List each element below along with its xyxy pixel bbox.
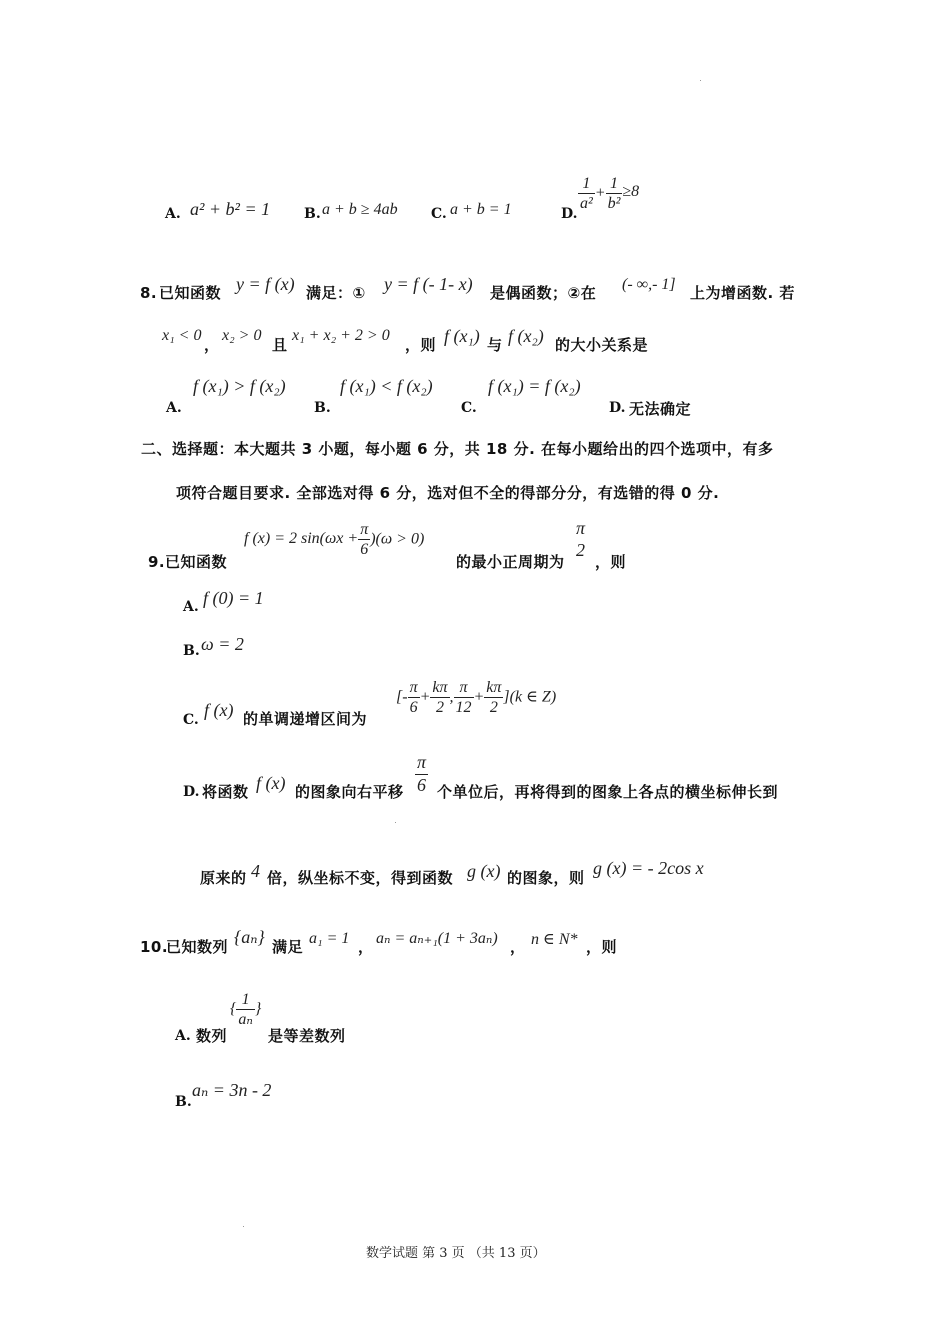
q8-text-8: 与 bbox=[487, 336, 503, 354]
q9-option-d-math-3: g (x) bbox=[467, 861, 501, 881]
fraction: π 2 bbox=[576, 518, 586, 560]
q10-text-4: ， bbox=[510, 938, 526, 956]
q8-option-c-label: C. bbox=[461, 400, 477, 416]
fraction: $\frac{\pi}{6}$ bbox=[417, 752, 427, 795]
q9-option-d-text-5: 倍，纵坐标不变，得到函数 bbox=[267, 869, 454, 887]
q9-option-d-text-2: 的图象向右平移 bbox=[295, 783, 404, 801]
q9-option-c-math: f (x) bbox=[204, 700, 234, 720]
print-speck bbox=[243, 1226, 244, 1227]
section-2-line-2: 项符合题目要求. 全部选对得 6 分，选对但不全的得部分分，有选错的得 0 分. bbox=[176, 484, 720, 502]
print-speck bbox=[395, 822, 396, 823]
q7-option-b-label: B. bbox=[304, 206, 321, 222]
q9-text-1: 已知函数 bbox=[165, 553, 228, 571]
q9-math-function: f (x) = 2 sin(ωx + $\frac{\pi}{6}$ )(ω > 0) bbox=[244, 521, 425, 559]
q9-text-2: 的最小正周期为 bbox=[456, 553, 565, 571]
q10-option-a-text-1: 数列 bbox=[196, 1027, 228, 1045]
q9-number: 9. bbox=[148, 553, 166, 571]
q8-math-4: x₁ < 0 bbox=[162, 327, 202, 344]
q8-text-7: ，则 bbox=[405, 336, 437, 354]
q10-option-a-math: { $\frac{1}{\text{aₙ}}$ } bbox=[230, 991, 262, 1029]
fraction: $\frac{\pi}{6}$ bbox=[360, 521, 369, 559]
q8-text-1: 已知函数 bbox=[159, 284, 222, 302]
q10-option-b-label: B. bbox=[175, 1094, 192, 1110]
q8-text-4: 上为增函数. 若 bbox=[690, 284, 795, 302]
q8-text-2: 满足：① bbox=[306, 284, 366, 302]
q8-option-d-text: 无法确定 bbox=[629, 400, 692, 418]
q8-math-1: y = f (x) bbox=[236, 274, 295, 294]
q9-option-d-math-2: 4 bbox=[251, 861, 260, 881]
fraction: $\frac{k\pi}{2}$ bbox=[486, 679, 502, 717]
q7-option-a-math: a² + b² = 1 bbox=[190, 199, 271, 219]
q10-math-4: n ∈ N* bbox=[531, 931, 578, 948]
q9-option-a-label: A. bbox=[183, 599, 199, 615]
q8-math-8: f (x₂) bbox=[508, 326, 544, 346]
section-2-line-1: 二、选择题：本大题共 3 小题，每小题 6 分，共 18 分. 在每小题给出的四个选项中，有多 bbox=[141, 440, 774, 458]
q9-option-a-math: f (0) = 1 bbox=[203, 588, 264, 608]
q9-option-d-label: D. bbox=[183, 784, 200, 800]
q9-option-c-label: C. bbox=[183, 712, 199, 728]
q9-option-d-text-1: 将函数 bbox=[202, 783, 249, 801]
q10-text-5: ，则 bbox=[586, 938, 618, 956]
q8-text-5: ， bbox=[204, 336, 220, 354]
q9-option-d-text-3: 个单位后，再将得到的图象上各点的横坐标伸长到 bbox=[437, 783, 779, 801]
print-speck bbox=[700, 80, 701, 81]
q9-option-b-math: ω = 2 bbox=[201, 634, 244, 654]
q10-math-3: aₙ = aₙ₊₁(1 + 3aₙ) bbox=[376, 930, 498, 947]
q9-option-b-label: B. bbox=[183, 643, 200, 659]
q8-text-3: 是偶函数；②在 bbox=[490, 284, 597, 302]
q10-text-1: 已知数列 bbox=[166, 938, 229, 956]
fraction: $\frac{1}{\text{aₙ}}$ bbox=[238, 991, 253, 1029]
q10-option-b-math: aₙ = 3n - 2 bbox=[192, 1080, 272, 1100]
q9-option-d-text-6: 的图象，则 bbox=[507, 869, 585, 887]
q10-option-a-text-2: 是等差数列 bbox=[268, 1027, 346, 1045]
q8-math-5: x₂ > 0 bbox=[222, 327, 262, 344]
q9-text-3: ，则 bbox=[595, 553, 627, 571]
q9-option-d-math-1: f (x) bbox=[256, 773, 286, 793]
q9-option-c-text: 的单调递增区间为 bbox=[243, 710, 368, 728]
q8-option-c-math: f (x₁) = f (x₂) bbox=[488, 376, 581, 396]
fraction: $\frac{1}{\text{b²}}$ bbox=[607, 175, 621, 213]
q8-option-a-math: f (x₁) > f (x₂) bbox=[193, 376, 286, 396]
q7-option-d-label: D. bbox=[561, 206, 578, 222]
q8-math-3: (- ∞,- 1] bbox=[622, 276, 676, 293]
q7-option-d-math: $\frac{1}{\text{a²}}$ + $\frac{1}{\text{b²}}$ ≥8 bbox=[580, 175, 640, 213]
page-footer: 数学试题 第 3 页 （共 13 页） bbox=[366, 1246, 546, 1261]
q9-option-d-shift bbox=[415, 752, 428, 796]
q10-text-3: ， bbox=[358, 938, 374, 956]
q8-math-7: f (x₁) bbox=[444, 326, 480, 346]
q8-text-9: 的大小关系是 bbox=[555, 336, 649, 354]
fraction: $\frac{1}{\text{a²}}$ bbox=[580, 175, 593, 213]
q8-math-2: y = f (- 1- x) bbox=[384, 274, 473, 294]
q10-math-1: {aₙ} bbox=[234, 927, 265, 947]
fraction: $\frac{\pi}{12}$ bbox=[455, 679, 472, 717]
q9-period bbox=[574, 518, 587, 561]
q7-option-c-math: a + b = 1 bbox=[450, 201, 512, 218]
q10-number: 10. bbox=[140, 938, 169, 956]
q8-option-d-label: D. bbox=[609, 400, 626, 416]
q10-option-a-label: A. bbox=[175, 1028, 191, 1044]
q9-option-d-text-4: 原来的 bbox=[200, 869, 247, 887]
q9-option-c-interval: [- $\frac{\pi}{6}$ + $\frac{k\pi}{2}$ , $\frac{\pi}{12}$ + $\frac{k\pi}{2}$ ](k ∈ Z) bbox=[396, 679, 557, 717]
q7-option-a-label: A. bbox=[165, 206, 181, 222]
q8-option-b-math: f (x₁) < f (x₂) bbox=[340, 376, 433, 396]
q7-option-b-math: a + b ≥ 4ab bbox=[322, 201, 398, 218]
q8-number: 8. bbox=[140, 284, 158, 302]
q7-option-c-label: C. bbox=[431, 206, 447, 222]
fraction: $\frac{\pi}{6}$ bbox=[409, 679, 418, 717]
q10-math-2: a₁ = 1 bbox=[309, 930, 350, 947]
q8-option-a-label: A. bbox=[166, 400, 182, 416]
q9-option-d-math-4: g (x) = - 2cos x bbox=[593, 858, 704, 878]
q10-text-2: 满足 bbox=[272, 938, 304, 956]
q8-text-6: 且 bbox=[272, 336, 288, 354]
q8-math-6: x₁ + x₂ + 2 > 0 bbox=[292, 327, 390, 344]
fraction: $\frac{k\pi}{2}$ bbox=[432, 679, 448, 717]
q8-option-b-label: B. bbox=[314, 400, 331, 416]
